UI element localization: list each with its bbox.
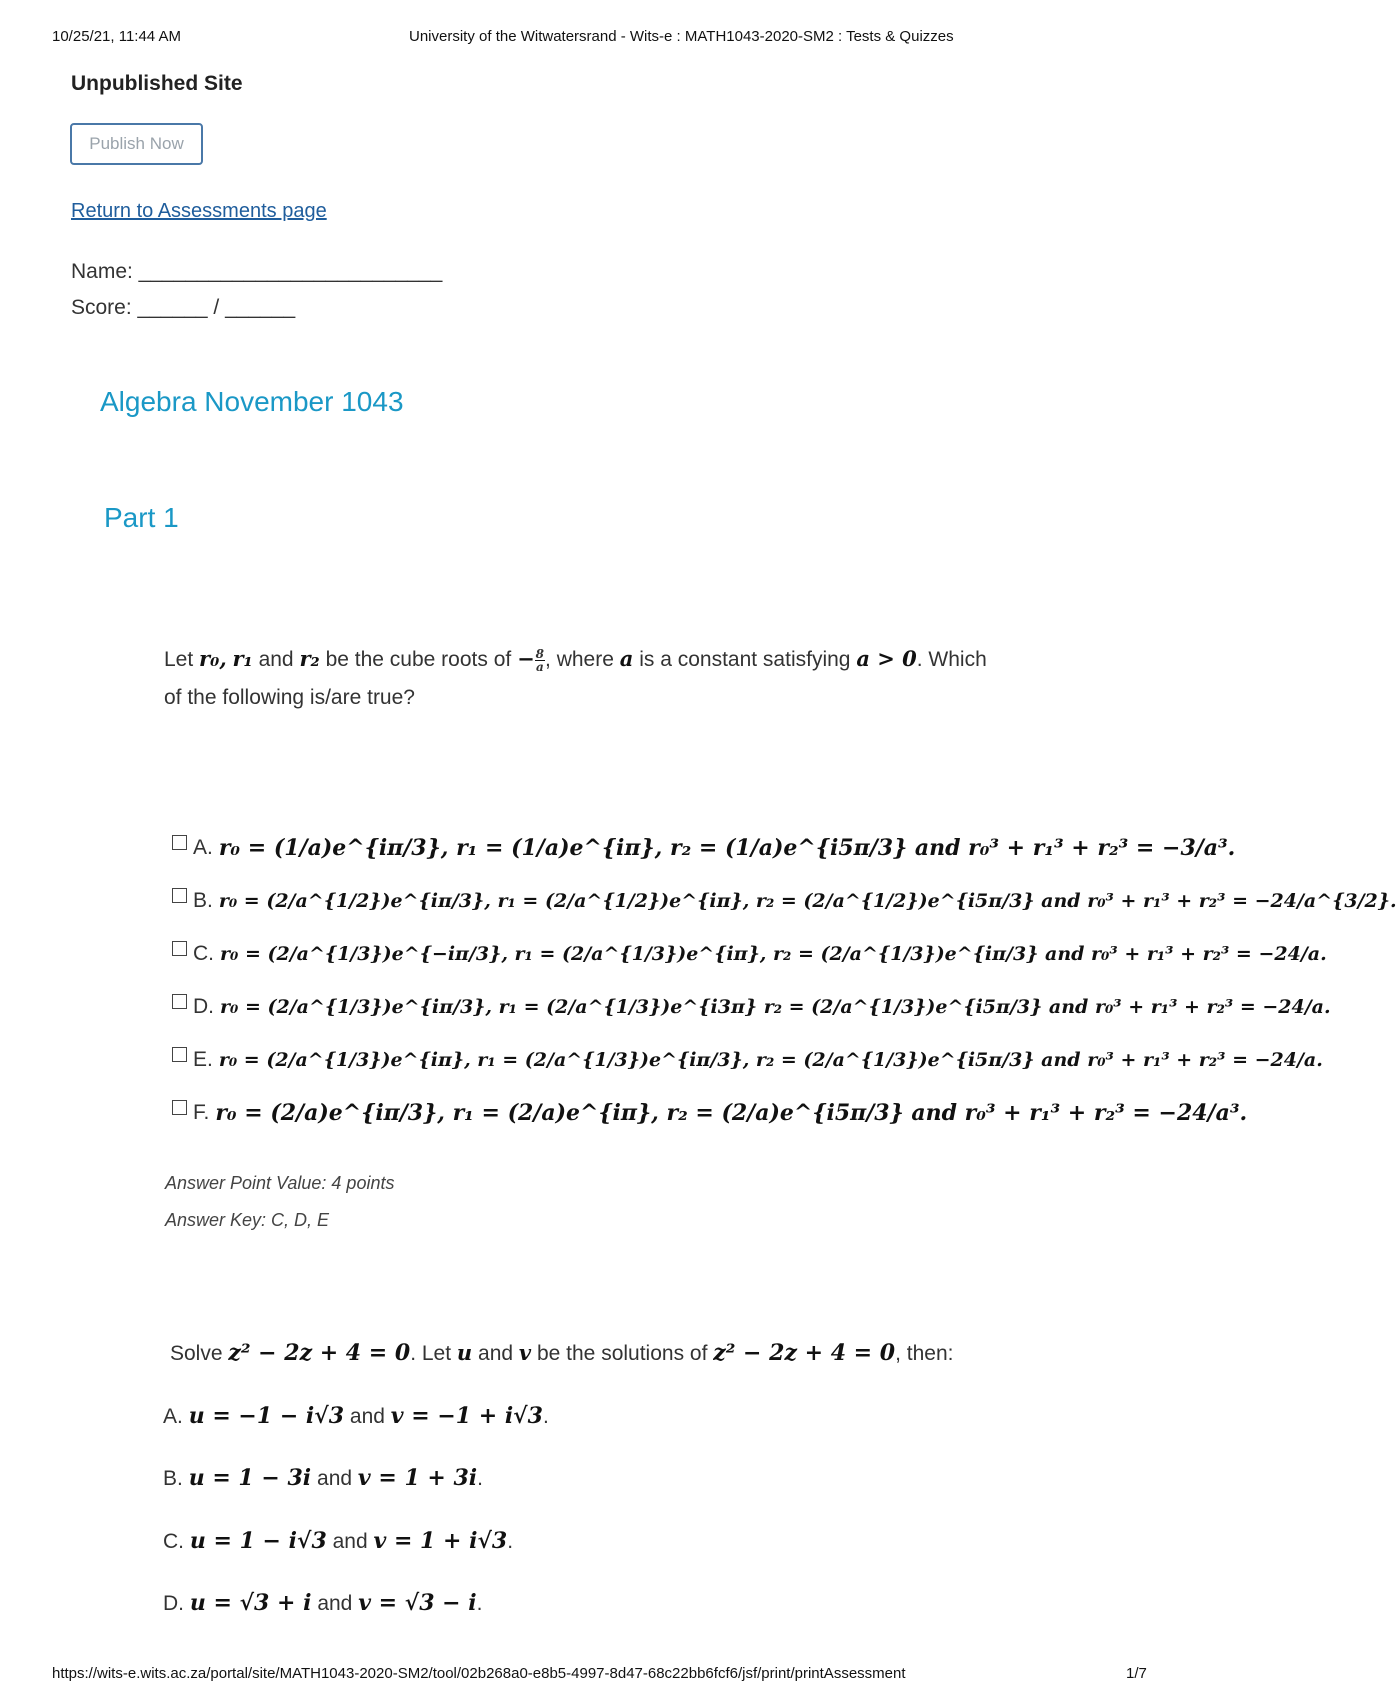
option-label: E. <box>193 1048 213 1071</box>
q1-text-const: is a constant satisfying <box>639 648 851 671</box>
q1-neg: − <box>517 646 535 671</box>
option-and: and <box>332 1530 368 1553</box>
checkbox-icon[interactable] <box>172 888 187 903</box>
return-to-assessments-link[interactable]: Return to Assessments page <box>71 200 327 222</box>
q2-solve: Solve <box>170 1342 223 1365</box>
print-url: https://wits-e.wits.ac.za/portal/site/MATH1043-2020-SM2/tool/02b268a0-e8b5-4997-8d47-68c22bb6fcf6/jsf/print/printAssessment <box>52 1665 906 1682</box>
option-period: . <box>507 1530 514 1553</box>
q1-text-mid: be the cube roots of <box>325 648 512 671</box>
option-expression: r₀ = (2/a^{1/3})e^{iπ/3}, r₁ = (2/a^{1/3})e^{i3π} r₂ = (2/a^{1/3})e^{i5π/3} and r₀³ + r₁³ + r₂³ = −24/a. <box>220 996 1331 1018</box>
option-label: A. <box>193 836 213 859</box>
option-v-expression: v = √3 − i <box>358 1590 477 1616</box>
q1-option-d <box>172 982 1331 1032</box>
option-expression: r₀ = (1/a)e^{iπ/3}, r₁ = (1/a)e^{iπ}, r₂ = (1/a)e^{i5π/3} and r₀³ + r₁³ + r₂³ = −3/a³. <box>218 835 1236 861</box>
option-and: and <box>349 1405 385 1428</box>
q2-option-c <box>163 1528 513 1554</box>
q1-which: . Which <box>916 648 987 671</box>
q1-r2: r₂ <box>299 646 320 671</box>
q1-fraction <box>535 648 545 673</box>
checkbox-icon[interactable] <box>172 835 187 850</box>
part-title: Part 1 <box>104 502 179 533</box>
option-expression: r₀ = (2/a)e^{iπ/3}, r₁ = (2/a)e^{iπ}, r₂ = (2/a)e^{i5π/3} and r₀³ + r₁³ + r₂³ = −24/a³. <box>215 1100 1248 1126</box>
q1-option-e <box>172 1035 1323 1085</box>
q2-let: . Let <box>410 1342 452 1365</box>
q2-v: v <box>518 1340 532 1365</box>
score-line: Score: ______ / ______ <box>71 296 296 319</box>
option-and: and <box>317 1592 353 1615</box>
q1-a-var: a <box>619 646 634 671</box>
checkbox-icon[interactable] <box>172 1100 187 1115</box>
checkbox-icon[interactable] <box>172 1047 187 1062</box>
site-status: Unpublished Site <box>71 72 243 95</box>
q1-r1: r₁ <box>232 646 253 671</box>
checkbox-icon[interactable] <box>172 941 187 956</box>
q1-let: Let <box>164 648 194 671</box>
q2-u: u <box>456 1340 473 1365</box>
q1-comma: , <box>219 646 227 671</box>
q1-text-line2: of the following is/are true? <box>164 686 415 709</box>
answer-key: Answer Key: C, D, E <box>165 1210 330 1230</box>
publish-now-button[interactable]: Publish Now <box>70 123 203 165</box>
option-label: D. <box>163 1592 184 1615</box>
option-label: B. <box>193 889 213 912</box>
assessment-title: Algebra November 1043 <box>100 386 404 417</box>
option-v-expression: v = −1 + i√3 <box>390 1403 543 1429</box>
option-period: . <box>477 1467 484 1490</box>
print-datetime: 10/25/21, 11:44 AM <box>52 28 181 45</box>
option-label: A. <box>163 1405 183 1428</box>
q1-option-f <box>172 1088 1247 1138</box>
q1-where: , where <box>545 648 614 671</box>
q2-then: , then: <box>895 1342 954 1365</box>
option-expression: r₀ = (2/a^{1/3})e^{iπ}, r₁ = (2/a^{1/3})e^{iπ/3}, r₂ = (2/a^{1/3})e^{i5π/3} and r₀³ + r₁³ + r₂³ = −24/a. <box>218 1049 1323 1071</box>
q1-option-b <box>172 876 1397 926</box>
q1-option-a <box>172 823 1235 873</box>
q1-condition: a > 0 <box>856 646 917 671</box>
option-label: F. <box>193 1101 210 1124</box>
option-period: . <box>542 1405 549 1428</box>
option-u-expression: u = 1 − i√3 <box>189 1528 327 1554</box>
option-label: C. <box>193 942 214 965</box>
name-line: Name: __________________________ <box>71 260 443 283</box>
question-2-text <box>170 1340 953 1366</box>
q1-and: and <box>258 648 294 671</box>
checkbox-icon[interactable] <box>172 994 187 1009</box>
q1-option-c <box>172 929 1327 979</box>
option-u-expression: u = −1 − i√3 <box>188 1403 345 1429</box>
option-v-expression: v = 1 + 3i <box>357 1465 478 1491</box>
q1-frac-den: a <box>535 659 544 674</box>
option-u-expression: u = 1 − 3i <box>188 1465 312 1491</box>
print-page-number: 1/7 <box>1126 1665 1147 1682</box>
q2-option-d <box>163 1590 482 1616</box>
q2-and: and <box>478 1342 514 1365</box>
q2-solutions-text: be the solutions of <box>536 1342 708 1365</box>
option-period: . <box>476 1592 483 1615</box>
option-expression: r₀ = (2/a^{1/3})e^{−iπ/3}, r₁ = (2/a^{1/3})e^{iπ}, r₂ = (2/a^{1/3})e^{iπ/3} and r₀³ + r₁³ + r₂³ = −24/a. <box>220 943 1327 965</box>
option-label: B. <box>163 1467 183 1490</box>
q1-r0: r₀ <box>199 646 220 671</box>
option-u-expression: u = √3 + i <box>189 1590 312 1616</box>
option-label: D. <box>193 995 214 1018</box>
option-label: C. <box>163 1530 184 1553</box>
option-expression: r₀ = (2/a^{1/2})e^{iπ/3}, r₁ = (2/a^{1/2})e^{iπ}, r₂ = (2/a^{1/2})e^{i5π/3} and r₀³ + r₁³ + r₂³ = −24/a^{3/2}. <box>218 890 1397 912</box>
print-page-title: University of the Witwatersrand - Wits-e : MATH1043-2020-SM2 : Tests & Quizzes <box>409 28 954 45</box>
option-v-expression: v = 1 + i√3 <box>373 1528 508 1554</box>
q2-equation-repeat: z² − 2z + 4 = 0 <box>713 1340 896 1366</box>
q2-option-b <box>163 1465 483 1491</box>
question-1-text <box>164 640 1154 717</box>
q2-option-a <box>163 1403 549 1429</box>
answer-point-value: Answer Point Value: 4 points <box>165 1173 395 1193</box>
q1-frac-num: 8 <box>535 646 545 661</box>
option-and: and <box>317 1467 353 1490</box>
q2-equation: z² − 2z + 4 = 0 <box>228 1340 411 1366</box>
